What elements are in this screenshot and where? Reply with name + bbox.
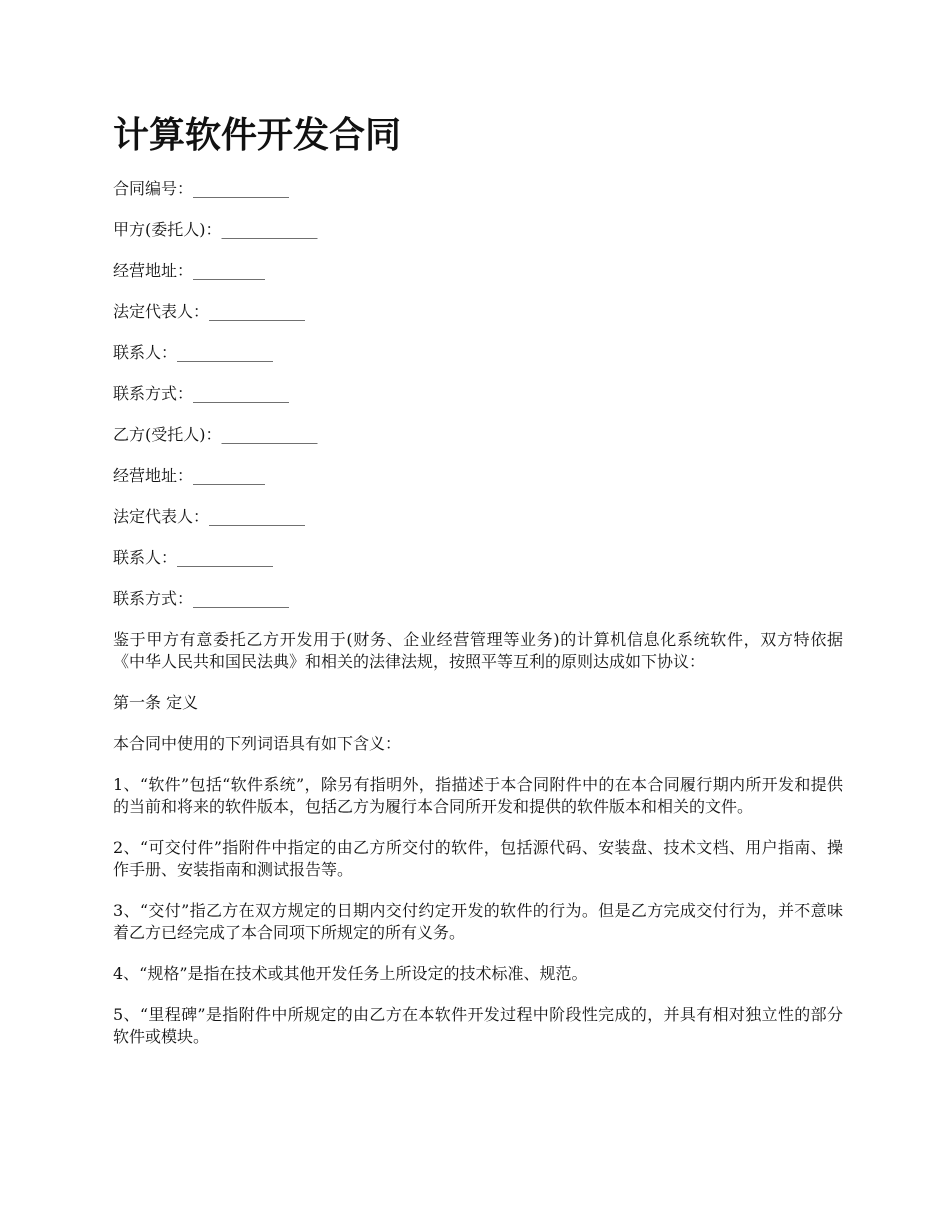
- contract-title: 计算软件开发合同: [113, 115, 402, 156]
- definition-item: 3、“交付”指乙方在双方规定的日期内交付约定开发的软件的行为。但是乙方完成交付行为，并不意味着乙方已经完成了本合同项下所规定的所有义务。: [113, 901, 843, 942]
- definition-item: 5、“里程碑”是指附件中所规定的由乙方在本软件开发过程中阶段性完成的，并具有相对独立性的部分软件或模块。: [113, 1005, 843, 1046]
- contract-page: [113, 112, 843, 1067]
- field-party-a-address: 经营地址：_________: [113, 261, 266, 280]
- preamble-paragraph: 鉴于甲方有意委托乙方开发用于(财务、企业经营管理等业务)的计算机信息化系统软件，双方特依据《中华人民共和国民法典》和相关的法律法规，按照平等互利的原则达成如下协议：: [113, 630, 843, 671]
- field-party-b: 乙方(受托人)：____________: [113, 425, 318, 444]
- field-party-a-legal-rep: 法定代表人：____________: [113, 302, 306, 321]
- definition-item: 1、“软件”包括“软件系统”，除另有指明外，指描述于本合同附件中的在本合同履行期内所开发和提供的当前和将来的软件版本，包括乙方为履行本合同所开发和提供的软件版本和相关的文件。: [113, 775, 843, 816]
- field-party-b-legal-rep: 法定代表人：____________: [113, 507, 306, 526]
- field-party-b-contact: 联系人：____________: [113, 548, 274, 567]
- field-party-a-contact: 联系人：____________: [113, 343, 274, 362]
- article-1-heading: 第一条 定义: [113, 693, 199, 712]
- field-party-a-contact-method: 联系方式：____________: [113, 384, 290, 403]
- field-party-b-contact-method: 联系方式：____________: [113, 589, 290, 608]
- definition-item: 2、“可交付件”指附件中指定的由乙方所交付的软件，包括源代码、安装盘、技术文档、用户指南、操作手册、安装指南和测试报告等。: [113, 838, 843, 879]
- article-1-intro: 本合同中使用的下列词语具有如下含义：: [113, 734, 402, 753]
- field-party-b-address: 经营地址：_________: [113, 466, 266, 485]
- field-party-a: 甲方(委托人)：____________: [113, 220, 318, 239]
- field-contract-number: 合同编号：____________: [113, 179, 290, 198]
- definition-item: 4、“规格”是指在技术或其他开发任务上所设定的技术标准、规范。: [113, 964, 588, 983]
